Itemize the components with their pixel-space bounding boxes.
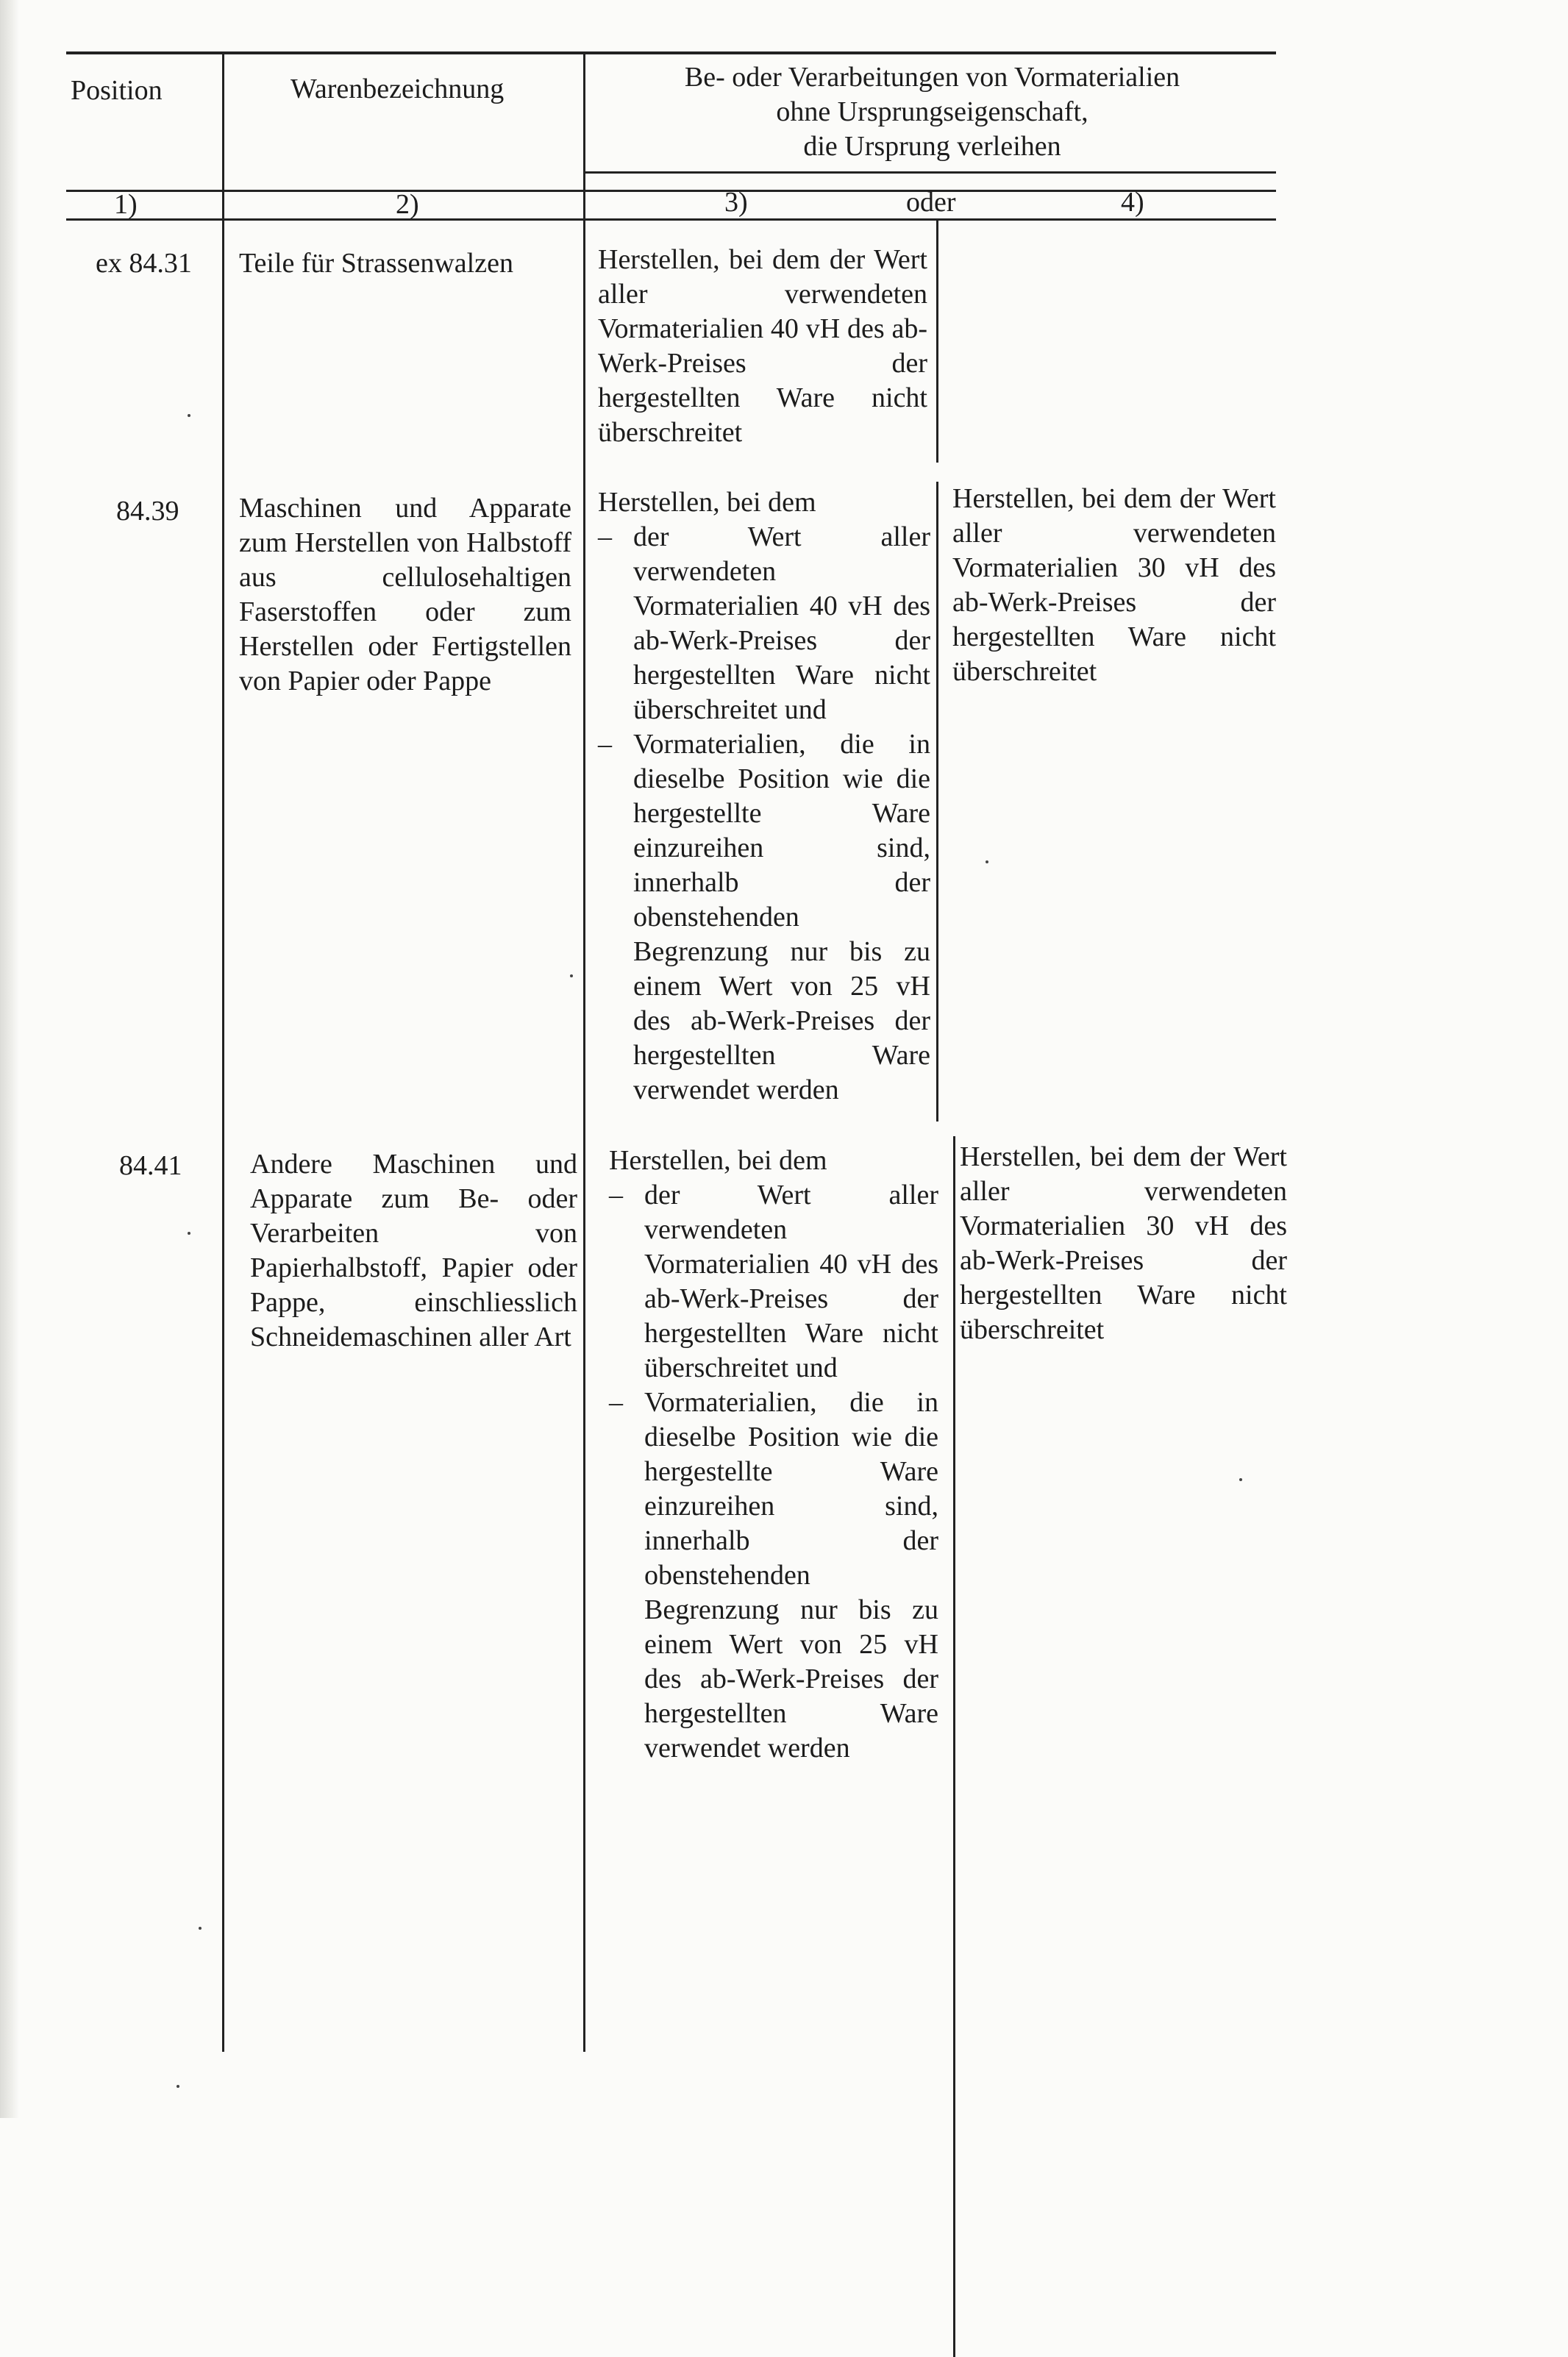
column-divider-3-row3 <box>953 1136 955 2357</box>
row-2-description: Maschinen und Apparate zum Herstellen von Halbstoff aus cellulosehaltigen Faserstoffen oder zum Herstellen oder Fertigstellen von Papier oder Pappe <box>239 493 571 696</box>
column-number-rule-top <box>66 190 1276 192</box>
row-3-rule-3-item-1: – der Wert aller verwendeten Vormaterialien 40 vH des ab-Werk-Preises der hergestellten Ware nicht überschreitet und <box>609 1178 938 1386</box>
header-description: Warenbezeichnung <box>291 74 505 104</box>
row-1-rule-3: Herstellen, bei dem der Wert aller verwendeten Vormaterialien 40 vH des ab-Werk-Preises der hergestellten Ware nicht überschreitet <box>598 244 927 448</box>
scan-speck <box>199 1927 202 1930</box>
header-rule-processing <box>585 171 1276 174</box>
row-3-position: 84.41 <box>119 1150 182 1181</box>
row-2-position: 84.39 <box>116 496 179 527</box>
scan-speck <box>986 860 988 863</box>
row-1-position: ex 84.31 <box>96 248 192 279</box>
column-divider-2 <box>583 53 585 2052</box>
scan-speck <box>570 974 573 977</box>
scan-speck <box>188 1232 190 1235</box>
header-position: Position <box>71 75 163 106</box>
row-2-rule-4: Herstellen, bei dem der Wert aller verwendeten Vormaterialien 30 vH des ab-Werk-Preises der hergestellten Ware nicht überschreitet <box>952 483 1276 687</box>
column-number-oder: oder <box>906 187 956 218</box>
row-3-rule-3-intro: Herstellen, bei dem <box>609 1145 827 1176</box>
column-number-2: 2) <box>396 189 419 220</box>
header-processing-line-3: die Ursprung verleihen <box>803 131 1061 162</box>
scan-speck <box>188 414 190 417</box>
scan-speck <box>1239 1478 1242 1481</box>
column-number-1: 1) <box>114 189 138 220</box>
table-top-rule <box>66 51 1276 54</box>
row-2-rule-3-intro: Herstellen, bei dem <box>598 487 816 518</box>
row-2-rule-3-item-2: – Vormaterialien, die in dieselbe Position wie die hergestellte Ware einzureihen sind, innerhalb der obenstehenden Begrenzung nur bis zu einem Wert von 25 vH des ab-Werk-Preises der hergestellten Ware verwendet werden <box>598 727 930 1108</box>
row-3-description: Andere Maschinen und Apparate zum Be- oder Verarbeiten von Papierhalbstoff, Papier oder Pappe, einschliesslich Schneidemaschinen aller Art <box>250 1149 577 1352</box>
scan-edge-shadow <box>0 0 19 2118</box>
column-number-4: 4) <box>1121 187 1144 218</box>
row-3-rule-3 <box>609 1144 938 1766</box>
row-2-rule-3-item-1: – der Wert aller verwendeten Vormaterialien 40 vH des ab-Werk-Preises der hergestellten Ware nicht überschreitet und <box>598 520 930 727</box>
row-2-rule-3-list <box>598 520 930 1108</box>
row-3-rule-3-item-2: – Vormaterialien, die in dieselbe Position wie die hergestellte Ware einzureihen sind, innerhalb der obenstehenden Begrenzung nur bis zu einem Wert von 25 vH des ab-Werk-Preises der hergestellten Ware verwendet werden <box>609 1386 938 1766</box>
header-processing-line-1: Be- oder Verarbeitungen von Vormaterialien <box>684 62 1180 93</box>
row-3-rule-4: Herstellen, bei dem der Wert aller verwendeten Vormaterialien 30 vH des ab-Werk-Preises der hergestellten Ware nicht überschreitet <box>960 1141 1287 1345</box>
column-number-rule-bottom <box>66 218 1276 221</box>
column-number-3: 3) <box>724 187 748 218</box>
column-divider-1 <box>222 53 224 2052</box>
column-divider-3-row2 <box>936 482 938 1122</box>
row-3-rule-3-list <box>609 1178 938 1766</box>
scan-speck <box>177 2085 179 2088</box>
row-1-description: Teile für Strassenwalzen <box>239 248 513 279</box>
row-2-rule-3 <box>598 485 930 1108</box>
column-divider-3-row1 <box>936 220 938 463</box>
header-processing <box>588 60 1276 164</box>
header-processing-line-2: ohne Ursprungseigenschaft, <box>776 96 1088 127</box>
